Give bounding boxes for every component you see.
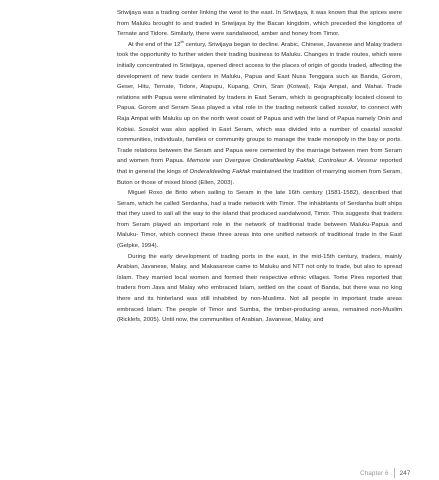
text-span: century, Sriwijaya began to decline. Arabic, Chinese, Javanese and Malay traders took the opportunity to further widen their trading business to Maluku. Changes in trade routes, which were initially concentrated in Sriwijaya, opened direct access to the places of origin of goods traded, affecting the development of new trade centers in Maluku, Papua and East Nusa Tenggara such as Banda, Gorom, Geser, Hitu, Ternate, Tidore, Atapupu, Kupang, Onin, Sran (Koiwai), Raja Ampat, and Wahai. Trade relations with Papua were eliminated by traders in East Seram, which is geographically located closest to Papua. Gorom and Seram Seas played a vital role in the trading network called	[117, 41, 402, 112]
paragraph-1: Sriwijaya was a trading center linking the west to the east. In Sriwijaya, it was known that the spices were from Maluku brought to and traded in Sriwijaya by the Bacan kingdom, which preceded the kingdoms of Ternate and Tidore. Similarly, there were sandalwood, amber and honey from Timor.	[117, 10, 402, 38]
paragraph-2	[117, 40, 402, 188]
page-number: 247	[399, 469, 411, 477]
text-span: communities, individuals, families or community groups to manage the trade monopoly in the bay or ports. Trade relations between the Seram and Papua were cemented by the marriage between men from Seram and women from Papua.	[117, 137, 402, 165]
text-span: reported that in general the kings of	[117, 158, 402, 175]
italic-term: sosolot	[337, 105, 357, 112]
text-span: was also applied in East Seram, which was divided into a number of coastal	[158, 126, 383, 133]
paragraph-3: Miguel Roxo de Brito when sailing to Seram in the late 16th century (1581-1582), described that Seram, which he called Serdanha, had a trade network with Timor. The inhabitants of Serdanha built ships that they used to sail all the way to the island that produced sandalwood, Timor. This suggests that traders from Seram played an important role in the network of traditional trade between Maluku-Papua and Maluku- Timor, which connect these three areas into one unified network of traditional trade in the East (Gelpke, 1994).	[117, 190, 402, 250]
italic-term: Sosolot	[138, 126, 159, 133]
text-span: At the end of the 12	[128, 41, 181, 48]
italic-term: Onderafdeeling Fakfak	[189, 168, 251, 175]
page-footer	[360, 467, 410, 479]
body-text	[117, 8, 402, 326]
chapter-label: Chapter 6	[360, 469, 389, 477]
superscript: th	[180, 38, 184, 44]
text-span: , to connect with Raja Ampat with Maluku up on the north west coast of Papua and with the land of Papua namely Onin and Kobiai.	[117, 105, 402, 133]
italic-term: Memorie van Overgave Onderafdeeling Fakfak, Controleur A. Vessrur	[186, 158, 378, 165]
text-span: maintained the tradition of marrying women from Seram, Buton or those of mixed blood (Ellen, 2003).	[117, 168, 402, 186]
paragraph-4: During the early development of trading ports in the east, in the mid-15th century, traders, mainly Arabian, Javanese, Malay, and Makasarese came to Maluku and NTT not only to trade, but also to spread Islam. They married local women and formed their respective ethnic villages. Tome Pires reported that traders from Java and Malay who embraced Islam, settled on the coast of Banda, but there was no king there and its hinterland was still inhabited by non-Muslims. Not all people in important trade areas embraced Islam. The people of Timor and Sumba, the timber-producing areas, remained non-Muslim (Ricklefs, 2005). Until now, the communities of Arabian, Javanese, Malay, and	[117, 253, 402, 324]
italic-term: sosolot	[382, 126, 402, 133]
